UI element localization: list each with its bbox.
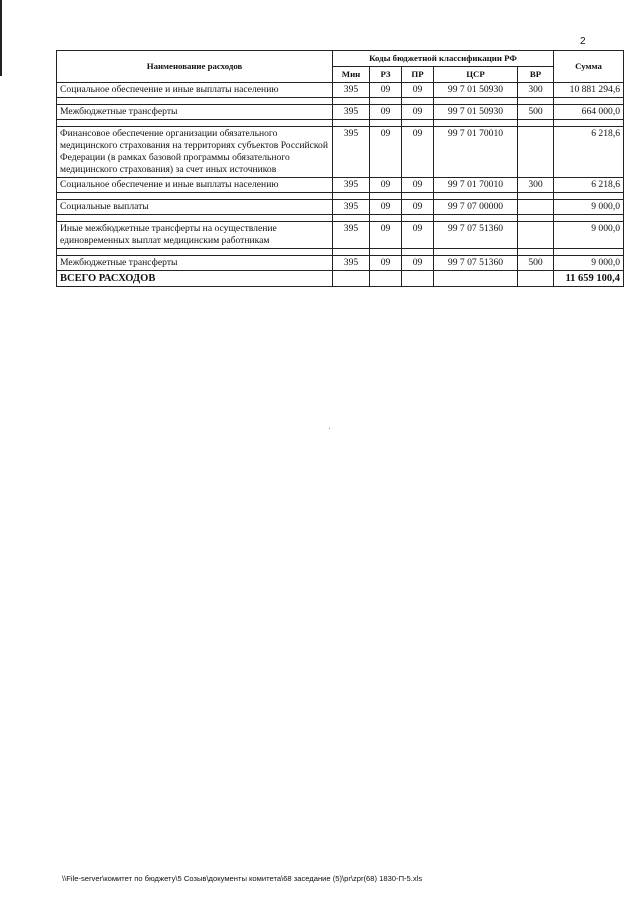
table-row	[57, 126, 624, 177]
header-vr: ВР	[518, 67, 554, 83]
row-sum: 10 881 294,6	[554, 83, 624, 98]
expenditure-table	[56, 50, 624, 287]
row-min: 395	[333, 255, 370, 270]
header-pr: ПР	[402, 67, 434, 83]
row-vr: 300	[518, 177, 554, 192]
table-spacer	[57, 214, 624, 221]
total-label: ВСЕГО РАСХОДОВ	[57, 270, 333, 286]
table-row	[57, 199, 624, 214]
row-vr: 300	[518, 83, 554, 98]
page-number: 2	[580, 36, 586, 47]
row-pr: 09	[402, 255, 434, 270]
row-vr: 500	[518, 104, 554, 119]
row-csr: 99 7 01 50930	[434, 104, 518, 119]
row-vr	[518, 199, 554, 214]
scan-speck	[329, 428, 330, 429]
row-pr: 09	[402, 221, 434, 248]
row-name: Социальное обеспечение и иные выплаты населению	[57, 83, 333, 98]
row-vr	[518, 221, 554, 248]
row-pr: 09	[402, 199, 434, 214]
table-spacer	[57, 248, 624, 255]
table-spacer	[57, 119, 624, 126]
row-min: 395	[333, 221, 370, 248]
row-name: Межбюджетные трансферты	[57, 255, 333, 270]
row-sum: 6 218,6	[554, 126, 624, 177]
row-name: Социальное обеспечение и иные выплаты населению	[57, 177, 333, 192]
row-vr: 500	[518, 255, 554, 270]
row-csr: 99 7 01 50930	[434, 83, 518, 98]
row-sum: 9 000,0	[554, 221, 624, 248]
row-csr: 99 7 01 70010	[434, 126, 518, 177]
row-csr: 99 7 07 00000	[434, 199, 518, 214]
table-row	[57, 83, 624, 98]
row-min: 395	[333, 83, 370, 98]
row-vr	[518, 126, 554, 177]
header-min: Мин	[333, 67, 370, 83]
header-csr: ЦСР	[434, 67, 518, 83]
table-row	[57, 221, 624, 248]
row-rz: 09	[370, 255, 402, 270]
table-row	[57, 104, 624, 119]
row-min: 395	[333, 104, 370, 119]
row-sum: 9 000,0	[554, 199, 624, 214]
table-row	[57, 255, 624, 270]
header-name: Наименование расходов	[57, 51, 333, 83]
row-csr: 99 7 07 51360	[434, 255, 518, 270]
header-rz: РЗ	[370, 67, 402, 83]
row-rz: 09	[370, 83, 402, 98]
row-min: 395	[333, 199, 370, 214]
row-sum: 664 000,0	[554, 104, 624, 119]
header-sum: Сумма	[554, 51, 624, 83]
row-csr: 99 7 01 70010	[434, 177, 518, 192]
scan-edge-mark	[0, 0, 2, 76]
row-pr: 09	[402, 104, 434, 119]
total-row	[57, 270, 624, 286]
table-spacer	[57, 97, 624, 104]
footer-file-path: \\File-server\комитет по бюджету\5 Созыв\документы комитета\68 заседание (5)\pr\zpr(68) 1830-П-5.xls	[62, 874, 423, 883]
row-name: Иные межбюджетные трансферты на осуществление единовременных выплат медицинским работникам	[57, 221, 333, 248]
row-pr: 09	[402, 126, 434, 177]
row-sum: 6 218,6	[554, 177, 624, 192]
table-row	[57, 177, 624, 192]
row-pr: 09	[402, 177, 434, 192]
row-min: 395	[333, 126, 370, 177]
row-sum: 9 000,0	[554, 255, 624, 270]
header-codes-group: Коды бюджетной классификации РФ	[333, 51, 554, 67]
row-name: Социальные выплаты	[57, 199, 333, 214]
row-pr: 09	[402, 83, 434, 98]
row-rz: 09	[370, 199, 402, 214]
row-rz: 09	[370, 126, 402, 177]
row-rz: 09	[370, 104, 402, 119]
row-rz: 09	[370, 177, 402, 192]
total-sum: 11 659 100,4	[554, 270, 624, 286]
row-min: 395	[333, 177, 370, 192]
row-rz: 09	[370, 221, 402, 248]
row-csr: 99 7 07 51360	[434, 221, 518, 248]
row-name: Финансовое обеспечение организации обязательного медицинского страхования на территориях субъектов Российской Федерации (в рамках базовой программы обязательного медицинского страхования) за счет иных источников	[57, 126, 333, 177]
row-name: Межбюджетные трансферты	[57, 104, 333, 119]
table-spacer	[57, 192, 624, 199]
